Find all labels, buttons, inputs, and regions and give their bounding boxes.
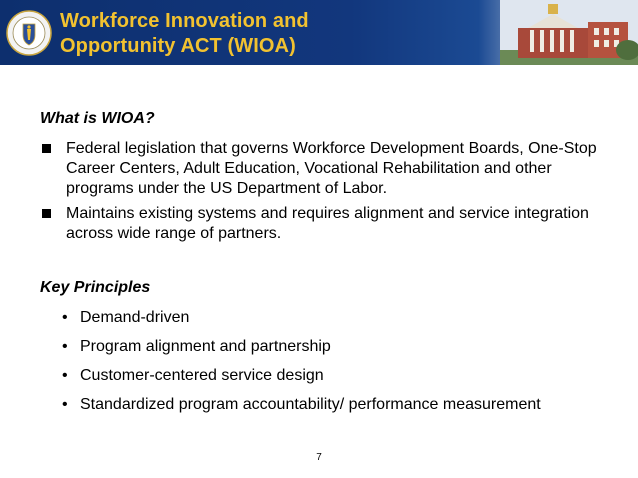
title-line-1: Workforce Innovation and	[60, 10, 309, 32]
list-item-text: Federal legislation that governs Workforce Development Boards, One-Stop Career Centers, Adult Education, Vocational Rehabilitation and other programs under the US Department of Labor.	[66, 140, 597, 197]
dot-bullet-icon: •	[62, 367, 68, 384]
what-is-heading: What is WIOA?	[40, 110, 155, 127]
dot-bullet-icon: •	[62, 396, 68, 413]
dot-bullet-icon: •	[62, 309, 68, 326]
list-item-text: Maintains existing systems and requires alignment and service integration across wide range of partners.	[66, 205, 589, 242]
principle-item	[62, 395, 541, 415]
dot-bullet-icon: •	[62, 338, 68, 355]
principle-item	[62, 366, 324, 386]
square-bullet-icon	[42, 209, 51, 218]
page-number: 7	[316, 452, 322, 463]
principle-item	[62, 337, 331, 357]
list-item	[40, 139, 600, 199]
square-bullet-icon	[42, 144, 51, 153]
principle-item	[62, 308, 189, 328]
key-principles-heading: Key Principles	[40, 279, 151, 296]
massachusetts-seal-icon	[6, 10, 52, 56]
list-item	[40, 204, 600, 244]
principle-text: Program alignment and partnership	[80, 338, 331, 355]
state-house-image	[500, 0, 638, 65]
title-line-2: Opportunity ACT (WIOA)	[60, 35, 296, 57]
slide-header	[0, 0, 638, 65]
principle-text: Customer-centered service design	[80, 367, 324, 384]
slide-title	[60, 9, 309, 59]
principle-text: Demand-driven	[80, 309, 190, 326]
principle-text: Standardized program accountability/ performance measurement	[80, 396, 541, 413]
